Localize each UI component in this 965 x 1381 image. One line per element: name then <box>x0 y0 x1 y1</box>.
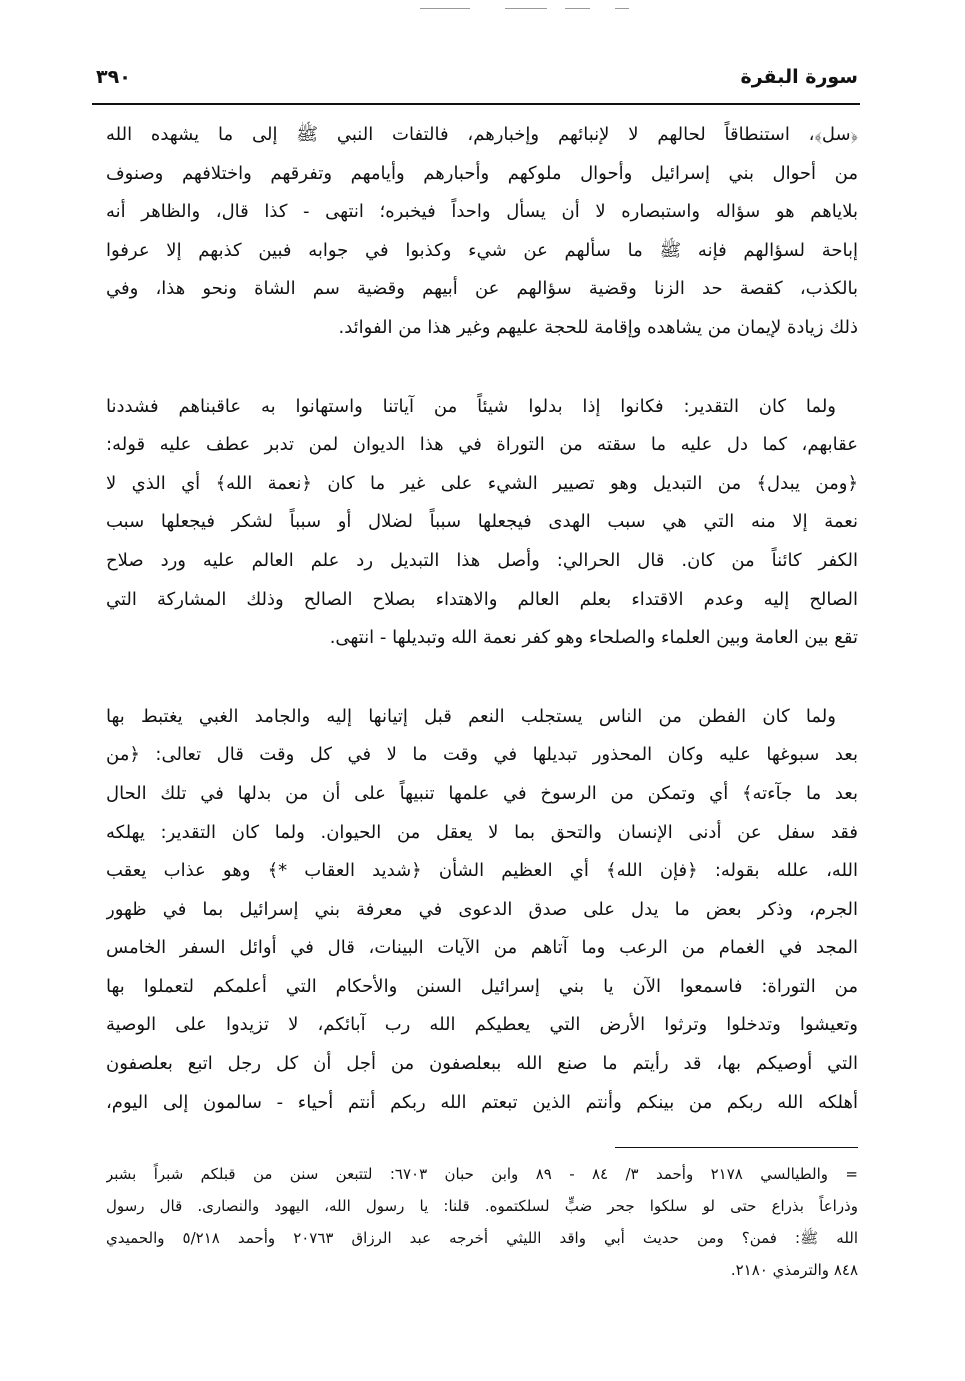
paragraph <box>106 388 858 658</box>
text-line: الله، علله بقوله: ﴿فإن الله﴾ أي العظيم الشأن ﴿شديد العقاب *﴾ وهو عذاب يعقب <box>106 860 858 882</box>
text-line: من التوراة: فاسمعوا الآن يا بني إسرائيل السنن والأحكام التي أعلمكم لتعملوا بها <box>106 975 858 997</box>
text-line: تقع بين العامة وبين العلماء والصلحاء وهو كفر نعمة الله وتبديلها - انتهى. <box>329 627 858 649</box>
text-line: فقد سفل عن أدنى الإنسان والتحق بما لا يعقل من الحيوان. ولما كان التقدير: يهلكه <box>106 821 858 843</box>
scan-mark <box>565 8 590 9</box>
text-line: من أحوال بني إسرائيل وأحوال ملوكهم وأحبارهم وأيامهم وتفرقهم واختلافهم وصنوف <box>106 162 858 184</box>
text-line: ﴿سل﴾، استنطاقاً لحالهم لا لإنبائهم وإخبارهم، فالتفات النبي ﷺ إلى ما يشهده الله <box>106 124 858 145</box>
text-line: بالكذب، كقصة حد الزنا وقضية سؤالهم عن أبيهم وقضية سم الشاة ونحو هذا، وفي <box>106 278 858 300</box>
text-line: التي أوصيكم بها، قد رأيتم ما صنع الله ببعلصفون من أجل أن كل رجل اتبع بعلصفون <box>106 1053 858 1075</box>
text-line: عقابهم، كما دل عليه ما سقته من التوراة في هذا الديوان لمن تدبر عطف عليه قوله: <box>106 434 858 456</box>
text-line: المجد في الغمام من الرعب وما آتاهم من الآيات البينات، قال في أوائل السفر الخامس <box>106 937 858 959</box>
paragraph <box>106 698 858 1123</box>
footnote-separator <box>615 1147 858 1148</box>
text-line: أهلكه الله ربكم من بينكم وأنتم الذين تبعتم الله ربكم أنتم أحياء - سالمون إلى اليوم، <box>106 1091 858 1113</box>
footnote-line: الله ﷺ: فمن؟ ومن حديث أبي واقد الليثي أخرجه عبد الرزاق ٢٠٧٦٣ وأحمد ٥/٢١٨ والحميدي <box>106 1229 858 1247</box>
text-line: إباحة لسؤالهم فإنه ﷺ ما سألهم عن شيء وكذبوا في جوابه فبين كذبهم إلا عرفوا <box>106 239 858 261</box>
header-rule <box>92 103 860 105</box>
text-line: ولما كان الفطن من الناس يستجلب النعم قبل إتيانها إليه والجامد الغبي يغتبط بها <box>106 705 836 727</box>
text-line: وتعيشوا وتدخلوا وترثوا الأرض التي يعطيكم الله رب آبائكم، لا تزيدوا على الوصية <box>106 1014 858 1036</box>
text-line: بعد سبوغها عليه وكان المحذور تبديلها في وقت ما لا في كل وقت قال تعالى: ﴿من <box>106 744 858 766</box>
text-line: ذلك زيادة لإيمان من يشاهده وإقامة للحجة عليهم وغير هذا من الفوائد. <box>338 316 858 338</box>
text-line: الصالح إليه وعدم الاقتداء بعلم العالم والاهتداء بصلاح الصالح وذلك المشاركة التي <box>106 588 858 610</box>
text-line: الجرم، وذكر بعض ما يدل على صدق الدعوى في معرفة بني إسرائيل بما في ظهور <box>106 898 858 920</box>
scan-mark <box>420 8 470 9</box>
paragraph <box>106 116 858 348</box>
text-line: بعد ما جآءته﴾ أي وتمكن من الرسوخ في علمها تنبيهاً على أن من بدلها في تلك الحال <box>106 782 858 804</box>
footnote-line: = والطيالسي ٢١٧٨ وأحمد ٣/ ٨٤ - ٨٩ وابن حبان ٦٧٠٣: لتتبعن سنن من قبلكم شبراً بشبر <box>106 1165 858 1183</box>
running-header-surah-title: سورة البقرة <box>740 66 858 88</box>
text-line: ﴿ومن يبدل﴾ من التبديل وهو تصيير الشيء على غير ما كان ﴿نعمة الله﴾ أي الذي لا <box>106 472 858 494</box>
footnote <box>106 1158 858 1286</box>
footnote-line: وذراعاً بذراع حتى لو سلكوا جحر ضبٍّ لسلكتموه. قلنا: يا رسول الله، اليهود والنصارى. قال رسول <box>106 1197 858 1215</box>
main-text <box>106 116 858 1162</box>
text-line: بلاياهم هو سؤاله واستبصاره لا أن يسأل واحداً فيخبره؛ انتهى - كذا قال، والظاهر أنه <box>106 201 858 223</box>
page-number: ٣٩٠ <box>96 66 131 88</box>
scan-mark <box>505 8 547 9</box>
text-line: نعمة إلا منه التي هي سبب الهدى فيجعلها سبباً لضلال أو سبباً لشكر فيجعلها سبب <box>106 511 858 533</box>
scan-mark <box>615 8 629 9</box>
text-line: الكفر كائناً من كان. قال الحرالي: وأصل هذا التبديل رد علم العالم عليه ورد صلاح <box>106 549 858 571</box>
text-line: ولما كان التقدير: فكانوا إذا بدلوا شيئاً من آياتنا واستهانوا به عاقبناهم فشددنا <box>106 395 836 417</box>
footnote-line: ٨٤٨ والترمذي ٢١٨٠. <box>730 1261 858 1279</box>
